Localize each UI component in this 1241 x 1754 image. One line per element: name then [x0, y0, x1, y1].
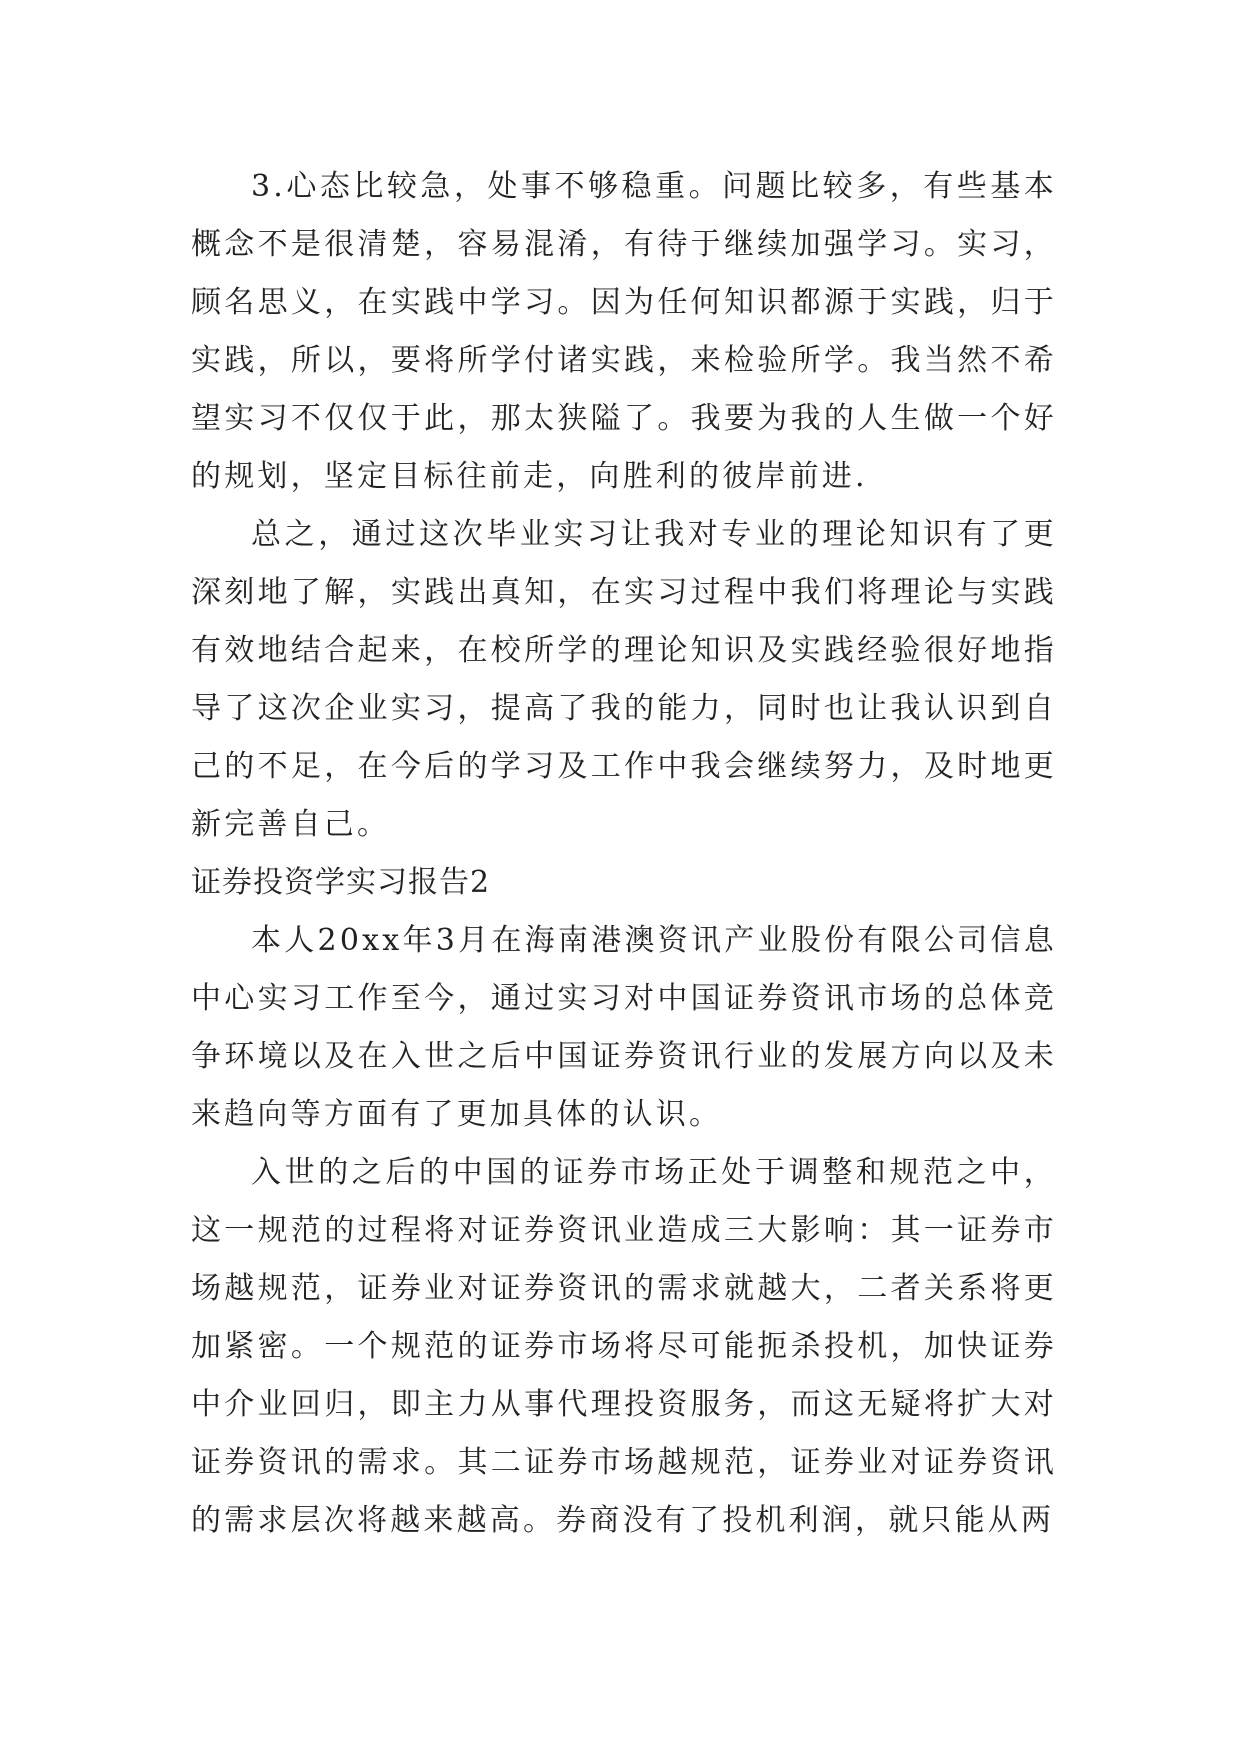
paragraph-self-assessment: 3.心态比较急，处事不够稳重。问题比较多，有些基本概念不是很清楚，容易混淆，有待于继续加强学习。实习，顾名思义，在实践中学习。因为任何知识都源于实践，归于实践，所以，要将所学付诸实践，来检验所学。我当然不希望实习不仅仅于此，那太狭隘了。我要为我的人生做一个好的规划，坚定目标往前走，向胜利的彼岸前进.	[191, 169, 1057, 494]
paragraph-intro: 本人20xx年3月在海南港澳资讯产业股份有限公司信息中心实习工作至今，通过实习对中国证券资讯市场的总体竞争环境以及在入世之后中国证券资讯行业的发展方向以及未来趋向等方面有了更加具体的认识。	[191, 923, 1057, 1132]
paragraph-market-analysis: 入世的之后的中国的证券市场正处于调整和规范之中，这一规范的过程将对证券资讯业造成三大影响：其一证券市场越规范，证券业对证券资讯的需求就越大，二者关系将更加紧密。一个规范的证券市场将尽可能扼杀投机，加快证券中介业回归，即主力从事代理投资服务，而这无疑将扩大对证券资讯的需求。其二证券市场越规范，证券业对证券资讯的需求层次将越来越高。券商没有了投机利润，就只能从两	[191, 1155, 1057, 1538]
section-title: 证券投资学实习报告2	[191, 865, 491, 900]
document-body	[191, 158, 1057, 1550]
paragraph-conclusion: 总之，通过这次毕业实习让我对专业的理论知识有了更深刻地了解，实践出真知，在实习过程中我们将理论与实践有效地结合起来，在校所学的理论知识及实践经验很好地指导了这次企业实习，提高了我的能力，同时也让我认识到自己的不足，在今后的学习及工作中我会继续努力，及时地更新完善自己。	[191, 517, 1057, 842]
